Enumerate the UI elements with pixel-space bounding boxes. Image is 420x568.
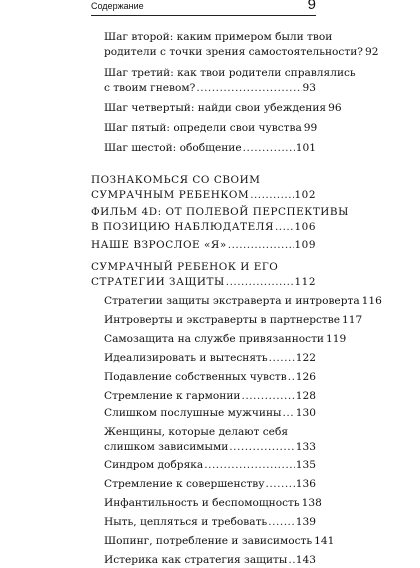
toc-section-title: В ПОЗИЦИЮ НАБЛЮДАТЕЛЯ bbox=[91, 220, 274, 233]
toc-entry-title: Стратегии защиты экстраверта и интроверта bbox=[104, 295, 360, 307]
toc-entry-page: 119 bbox=[326, 333, 347, 345]
toc-entry bbox=[104, 313, 363, 328]
toc-entry-page: 99 bbox=[303, 122, 318, 134]
toc-entry bbox=[104, 370, 316, 385]
dot-leader bbox=[269, 351, 295, 366]
toc-entry-title: Стремление к гармонии bbox=[104, 390, 241, 402]
toc-entry-title: Интроверты и экстраверты в партнерстве bbox=[104, 314, 341, 326]
toc-entry bbox=[104, 389, 316, 404]
toc-entry-page: 116 bbox=[361, 295, 382, 307]
toc-entry bbox=[104, 141, 316, 156]
toc-entry-title: Слишком послушные мужчины bbox=[104, 407, 282, 419]
toc-entry bbox=[104, 477, 316, 492]
toc-section-title: СТРАТЕГИИ ЗАЩИТЫ bbox=[91, 275, 225, 288]
toc-entry bbox=[104, 351, 316, 366]
toc-entry bbox=[104, 66, 356, 95]
toc-entry bbox=[104, 121, 316, 136]
toc-entry-page: 141 bbox=[314, 535, 335, 547]
toc-entry-title: Ныть, цепляться и требовать bbox=[104, 516, 268, 528]
toc-entry bbox=[104, 458, 316, 473]
page-header bbox=[91, 0, 316, 16]
toc-entry-title: Истерика как стратегия защиты bbox=[104, 554, 288, 566]
toc-entry-page: 135 bbox=[295, 459, 316, 471]
toc-entry-title: родители с точки зрения самостоятельности? bbox=[104, 45, 363, 58]
toc-section-title: ФИЛЬМ 4D: ОТ ПОЛЕВОЙ ПЕРСПЕКТИВЫ bbox=[91, 206, 349, 218]
toc-entry-title: Самозащита на службе привязанности bbox=[104, 333, 324, 345]
toc-entry-title: Инфантильность и беспомощность bbox=[104, 497, 300, 509]
toc-entry-page: 92 bbox=[364, 45, 379, 58]
page-number: 9 bbox=[307, 0, 316, 13]
toc-entry-page: 143 bbox=[295, 554, 316, 566]
toc-section-title: СУМРАЧНЫМ РЕБЕНКОМ bbox=[91, 188, 250, 201]
toc-section-page: 106 bbox=[294, 220, 316, 233]
dot-leader bbox=[250, 188, 293, 203]
toc-entry-page: 93 bbox=[302, 81, 316, 94]
toc-entry-page: 139 bbox=[295, 516, 316, 528]
toc-entry bbox=[104, 332, 347, 347]
dot-leader bbox=[228, 238, 294, 253]
toc-entry-title: Шаг второй: каким примером были твои bbox=[104, 31, 333, 43]
dot-leader bbox=[266, 477, 295, 492]
toc-entry bbox=[104, 534, 335, 549]
toc-entry-page: 96 bbox=[328, 102, 342, 114]
toc-section-page: 109 bbox=[294, 239, 316, 251]
toc-entry-title: Шаг четвертый: найди свои убеждения bbox=[104, 102, 327, 114]
toc-entry-page: 117 bbox=[342, 314, 363, 326]
dot-leader bbox=[241, 389, 294, 404]
toc-entry-title: Шаг третий: как твои родители справлялись bbox=[104, 67, 356, 79]
toc-section bbox=[91, 238, 316, 253]
running-title: Содержание bbox=[91, 1, 144, 11]
dot-leader bbox=[275, 220, 294, 235]
dot-leader bbox=[243, 141, 295, 156]
toc-entry-page: 133 bbox=[295, 440, 316, 453]
toc-section bbox=[91, 260, 316, 289]
toc-section-page: 112 bbox=[294, 275, 316, 288]
toc-section bbox=[91, 205, 349, 234]
toc-entry-title: Идеализировать и вытеснять bbox=[104, 352, 268, 364]
toc-entry bbox=[104, 101, 342, 116]
toc-entry-title: Шаг пятый: определи свои чувства bbox=[104, 122, 302, 134]
toc-entry-title: Стремление к совершенству bbox=[104, 478, 265, 490]
toc-entry bbox=[104, 425, 316, 454]
dot-leader bbox=[288, 553, 294, 568]
dot-leader bbox=[268, 515, 295, 530]
toc-section-title: ПОЗНАКОМЬСЯ СО СВОИМ bbox=[91, 174, 261, 186]
toc-entry-title: Женщины, которые делают себя bbox=[104, 426, 289, 438]
toc-entry-page: 101 bbox=[295, 142, 316, 154]
dot-leader bbox=[226, 275, 294, 290]
toc-entry-title: Шаг шестой: обобщение bbox=[104, 142, 242, 154]
toc-entry bbox=[104, 496, 322, 511]
toc-entry bbox=[104, 406, 316, 421]
toc-entry-page: 130 bbox=[295, 407, 316, 419]
toc-entry-title: Синдром добряка bbox=[104, 459, 204, 471]
toc-entry-page: 122 bbox=[295, 352, 316, 364]
toc-entry-title: Шопинг, потребление и зависимость bbox=[104, 535, 313, 547]
toc-entry-title: Подавление собственных чувств bbox=[104, 371, 287, 383]
toc-entry bbox=[104, 30, 379, 59]
toc-entry bbox=[104, 294, 382, 309]
toc-entry-page: 126 bbox=[295, 371, 316, 383]
dot-leader bbox=[204, 458, 295, 473]
toc-entry-page: 128 bbox=[295, 390, 316, 402]
toc-entry-title: слишком зависимыми bbox=[104, 440, 229, 453]
dot-leader bbox=[196, 81, 301, 96]
dot-leader bbox=[229, 440, 295, 455]
toc-entry-title: с твоим гневом? bbox=[104, 81, 196, 94]
toc-section-title: НАШЕ ВЗРОСЛОЕ «Я» bbox=[91, 239, 227, 251]
toc-entry-page: 138 bbox=[301, 497, 322, 509]
toc-entry bbox=[104, 553, 316, 568]
toc-section-page: 102 bbox=[294, 188, 316, 201]
toc-entry-page: 136 bbox=[295, 478, 316, 490]
toc-section-title: СУМРАЧНЫЙ РЕБЕНОК И ЕГО bbox=[91, 261, 279, 273]
toc-entry bbox=[104, 515, 316, 530]
dot-leader bbox=[282, 406, 294, 421]
dot-leader bbox=[288, 370, 295, 385]
toc-section bbox=[91, 173, 316, 202]
